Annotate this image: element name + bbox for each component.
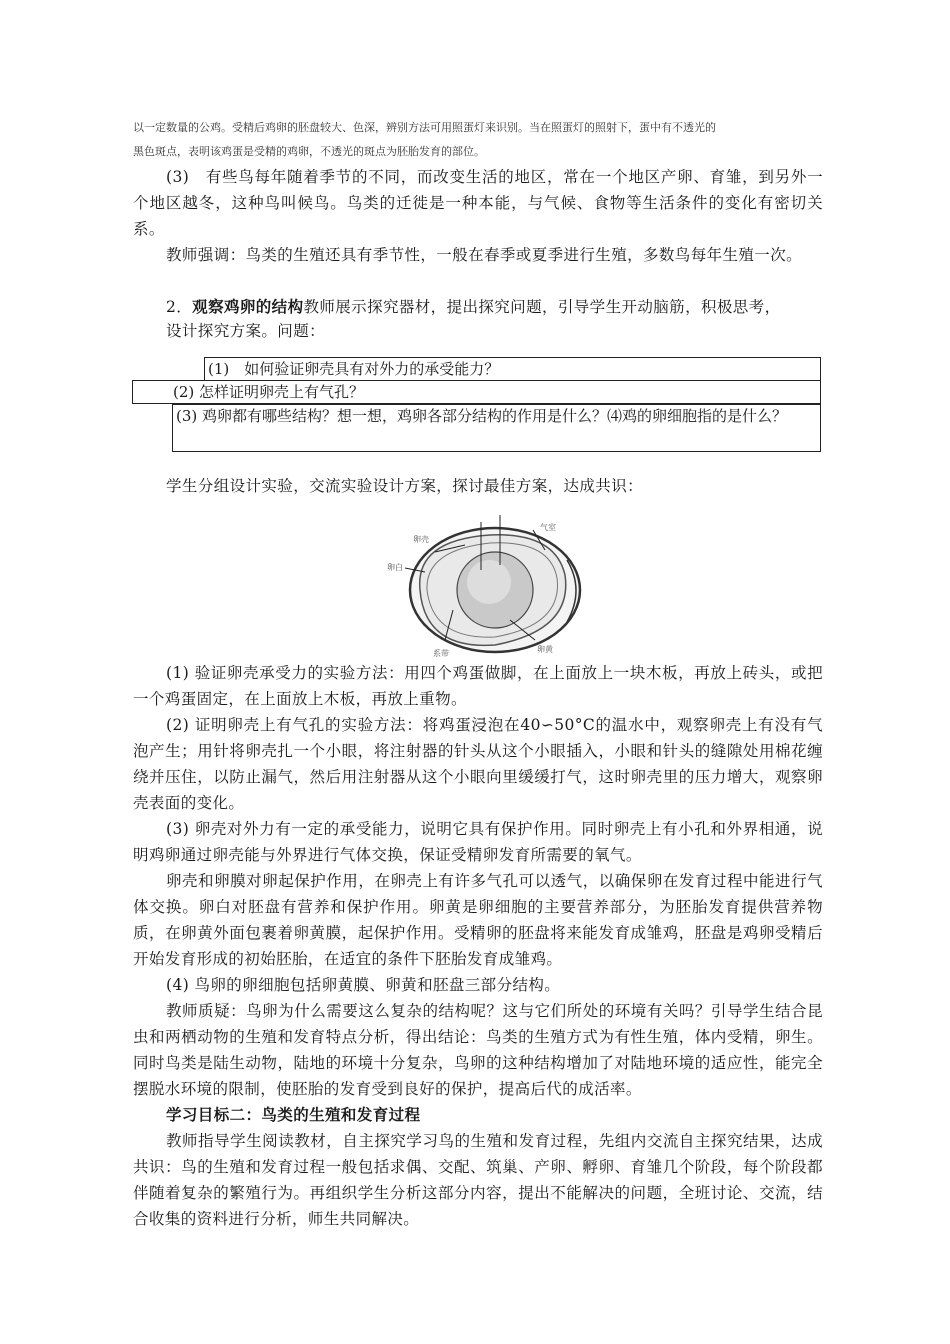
section-2-line [166,294,826,320]
heading-goal-2: 学习目标二：鸟类的生殖和发育过程 [166,1105,421,1124]
section-2-text: 教师展示探究器材，提出探究问题，引导学生开动脑筋，积极思考， [303,298,781,316]
egg-structure-diagram [385,510,600,658]
paragraph-teacher-question: 教师质疑：鸟卵为什么需要这么复杂的结构呢？这与它们所处的环境有关吗？引导学生结合昆虫和两栖动物的生殖和发育特点分析，得出结论：鸟类的生殖方式为有性生殖，体内受精，卵生。同时鸟类是陆生动物，陆地的环境十分复杂，鸟卵的这种结构增加了对陆地环境的适应性，能完全摆脱水环境的限制，使胚胎的发育受到良好的保护，提高后代的成活率。 [133,1002,823,1098]
question-box-3: (3) 鸡卵都有哪些结构？想一想，鸡卵各部分结构的作用是什么？⑷鸡的卵细胞指的是什么？ [172,404,821,452]
section-2-line-2: 设计探究方案。问题： [166,322,326,340]
answer-1: (1) 验证卵壳承受力的实验方法：用四个鸡蛋做脚，在上面放上一块木板，再放上砖头，或把一个鸡蛋固定，在上面放上木板，再放上重物。 [133,664,823,708]
label-yolk: 卵黄 [537,645,553,654]
label-air-cell: 气室 [540,523,556,532]
question-box-1: (1) 如何验证卵壳具有对外力的承受能力？ [204,357,821,381]
paragraph-teacher-emphasis: 教师强调：鸟类的生殖还具有季节性，一般在春季或夏季进行生殖，多数鸟每年生殖一次。 [166,246,803,264]
label-shell: 卵壳 [413,535,429,544]
intro-line-1: 以一定数量的公鸡。受精后鸡卵的胚盘较大、色深，辨别方法可用照蛋灯来识别。当在照蛋灯的照射下，蛋中有不透光的 [133,121,716,134]
label-chalaza: 系带 [433,649,449,658]
paragraph-goal-2: 教师指导学生阅读教材，自主探究学习鸟的生殖和发育过程，先组内交流自主探究结果，达成共识：鸟的生殖和发育过程一般包括求偶、交配、筑巢、产卵、孵卵、育雏几个阶段，每个阶段都伴随着复杂的繁殖行为。再组织学生分析这部分内容，提出不能解决的问题，全班讨论、交流，结合收集的资料进行分析，师生共同解决。 [133,1132,823,1228]
answer-2: (2) 证明卵壳上有气孔的实验方法：将鸡蛋浸泡在40∽50°C的温水中，观察卵壳上有没有气泡产生；用针将卵壳扎一个小眼，将注射器的针头从这个小眼插入，小眼和针头的缝隙处用棉花缠绕并压住，以防止漏气，然后用注射器从这个小眼向里缓缓打气，这时卵壳里的压力增大，观察卵壳表面的变化。 [133,716,823,812]
section-2-title: 观察鸡卵的结构 [192,297,304,316]
paragraph-group-design: 学生分组设计实验，交流实验设计方案，探讨最佳方案，达成共识： [166,477,644,495]
answer-3: (3) 卵壳对外力有一定的承受能力，说明它具有保护作用。同时卵壳上有小孔和外界相通，说明鸡卵通过卵壳能与外界进行气体交换，保证受精卵发育所需要的氧气。 [133,820,823,864]
answer-5: (4) 鸟卵的卵细胞包括卵黄膜、卵黄和胚盘三部分结构。 [166,976,561,994]
section-2-number: 2． [166,298,193,316]
yolk-highlight [467,560,511,604]
question-box-2: (2) 怎样证明卵壳上有气孔？ [132,380,821,404]
answer-4: 卵壳和卵膜对卵起保护作用，在卵壳上有许多气孔可以透气，以确保卵在发育过程中能进行气体交换。卵白对胚盘有营养和保护作用。卵黄是卵细胞的主要营养部分，为胚胎发育提供营养物质，在卵黄外面包裹着卵黄膜，起保护作用。受精卵的胚盘将来能发育成雏鸡，胚盘是鸡卵受精后开始发育形成的初始胚胎，在适宜的条件下胚胎发育成雏鸡。 [133,872,823,968]
intro-line-2: 黑色斑点，表明该鸡蛋是受精的鸡卵，不透光的斑点为胚胎发育的部位。 [133,145,485,158]
paragraph-migration: (3) 有些鸟每年随着季节的不同，而改变生活的地区，常在一个地区产卵、育雏，到另外一个地区越冬，这种鸟叫候鸟。鸟类的迁徙是一种本能，与气候、食物等生活条件的变化有密切关系。 [133,168,823,238]
label-egg-white: 卵白 [387,563,403,572]
